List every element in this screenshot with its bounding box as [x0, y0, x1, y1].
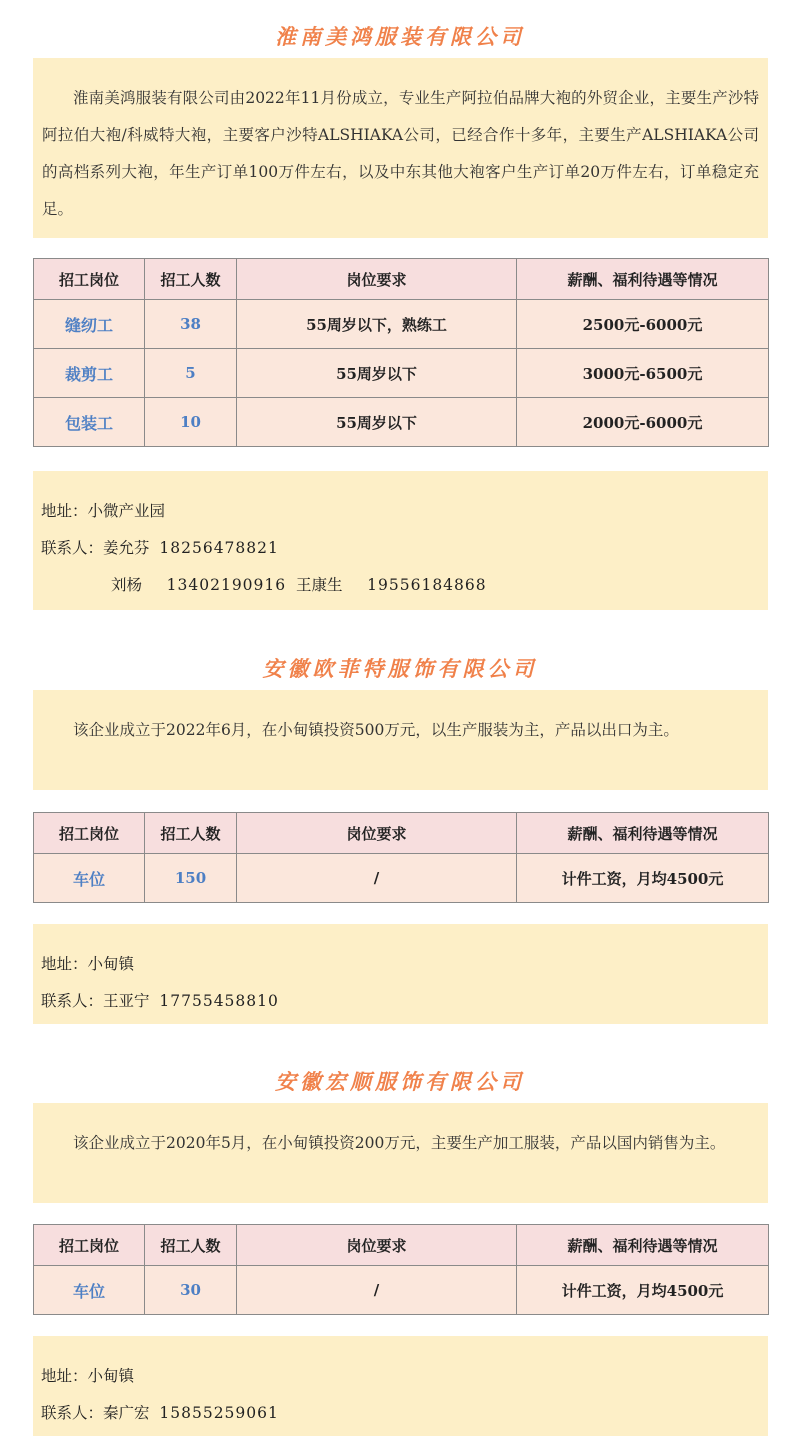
job-count: 30 — [145, 1266, 237, 1315]
company-intro: 该企业成立于2022年6月，在小甸镇投资500万元，以生产服装为主，产品以出口为主。 — [33, 690, 768, 790]
table-row — [34, 854, 769, 903]
job-requirement: 55周岁以下 — [237, 398, 517, 447]
job-post: 包装工 — [34, 398, 145, 447]
header-count: 招工人数 — [145, 259, 237, 300]
contact-block — [33, 924, 768, 1024]
header-count: 招工人数 — [145, 1225, 237, 1266]
contact-phone: 19556184868 — [367, 576, 487, 594]
contact-label: 联系人： — [41, 1404, 104, 1422]
contact-phone: 17755458810 — [159, 992, 279, 1010]
job-count: 5 — [145, 349, 237, 398]
contact-phone: 15855259061 — [159, 1404, 279, 1422]
job-count: 150 — [145, 854, 237, 903]
company-title: 安徽宏顺服饰有限公司 — [275, 1069, 525, 1094]
table-row — [34, 1266, 769, 1315]
job-post: 车位 — [34, 1266, 145, 1315]
job-count: 10 — [145, 398, 237, 447]
job-salary: 2000元-6000元 — [517, 398, 769, 447]
table-header-row — [34, 1225, 769, 1266]
job-post: 缝纫工 — [34, 300, 145, 349]
contact-line — [41, 530, 760, 567]
job-requirement: 55周岁以下 — [237, 349, 517, 398]
header-post: 招工岗位 — [34, 1225, 145, 1266]
job-requirement: 55周岁以下，熟练工 — [237, 300, 517, 349]
header-post: 招工岗位 — [34, 813, 145, 854]
header-requirement: 岗位要求 — [237, 259, 517, 300]
company-intro: 淮南美鸿服装有限公司由2022年11月份成立，专业生产阿拉伯品牌大袍的外贸企业，主要生产沙特阿拉伯大袍/科威特大袍，主要客户沙特ALSHIAKA公司，已经合作十多年，主要生产ALSHIAKA公司的高档系列大袍，年生产订单100万件左右，以及中东其他大袍客户生产订单20万件左右，订单稳定充足。 — [33, 58, 768, 238]
table-header-row — [34, 259, 769, 300]
company-title: 安徽欧菲特服饰有限公司 — [262, 656, 538, 681]
table-row — [34, 398, 769, 447]
table-row — [34, 300, 769, 349]
contact-line — [41, 567, 760, 604]
contact-name: 秦广宏 — [103, 1404, 150, 1422]
contact-name: 王康生 — [296, 576, 343, 594]
contact-line — [41, 1395, 760, 1432]
jobs-table — [33, 1224, 769, 1315]
contact-phone: 18256478821 — [159, 539, 279, 557]
company-title: 淮南美鸿服装有限公司 — [275, 24, 525, 49]
header-post: 招工岗位 — [34, 259, 145, 300]
header-count: 招工人数 — [145, 813, 237, 854]
table-header-row — [34, 813, 769, 854]
header-salary: 薪酬、福利待遇等情况 — [517, 813, 769, 854]
address: 地址：小甸镇 — [41, 955, 135, 973]
contact-name: 姜允芬 — [103, 539, 150, 557]
job-salary: 3000元-6500元 — [517, 349, 769, 398]
contact-line — [41, 983, 760, 1020]
job-count: 38 — [145, 300, 237, 349]
header-salary: 薪酬、福利待遇等情况 — [517, 1225, 769, 1266]
job-salary: 2500元-6000元 — [517, 300, 769, 349]
contact-phone: 13402190916 — [166, 576, 287, 594]
job-salary: 计件工资，月均4500元 — [517, 854, 769, 903]
job-salary: 计件工资，月均4500元 — [517, 1266, 769, 1315]
address: 地址：小甸镇 — [41, 1367, 135, 1385]
contact-block — [33, 1336, 768, 1436]
contact-name: 王亚宁 — [103, 992, 150, 1010]
contact-name: 刘杨 — [111, 576, 143, 594]
contact-block — [33, 471, 768, 610]
contact-label: 联系人： — [41, 992, 104, 1010]
company-intro: 该企业成立于2020年5月，在小甸镇投资200万元，主要生产加工服装，产品以国内销售为主。 — [33, 1103, 768, 1203]
table-row — [34, 349, 769, 398]
header-salary: 薪酬、福利待遇等情况 — [517, 259, 769, 300]
job-post: 裁剪工 — [34, 349, 145, 398]
jobs-table — [33, 812, 769, 903]
address: 地址：小微产业园 — [41, 502, 166, 520]
header-requirement: 岗位要求 — [237, 813, 517, 854]
contact-label: 联系人： — [41, 539, 104, 557]
header-requirement: 岗位要求 — [237, 1225, 517, 1266]
job-requirement: / — [237, 854, 517, 903]
job-requirement: / — [237, 1266, 517, 1315]
job-post: 车位 — [34, 854, 145, 903]
jobs-table — [33, 258, 769, 447]
